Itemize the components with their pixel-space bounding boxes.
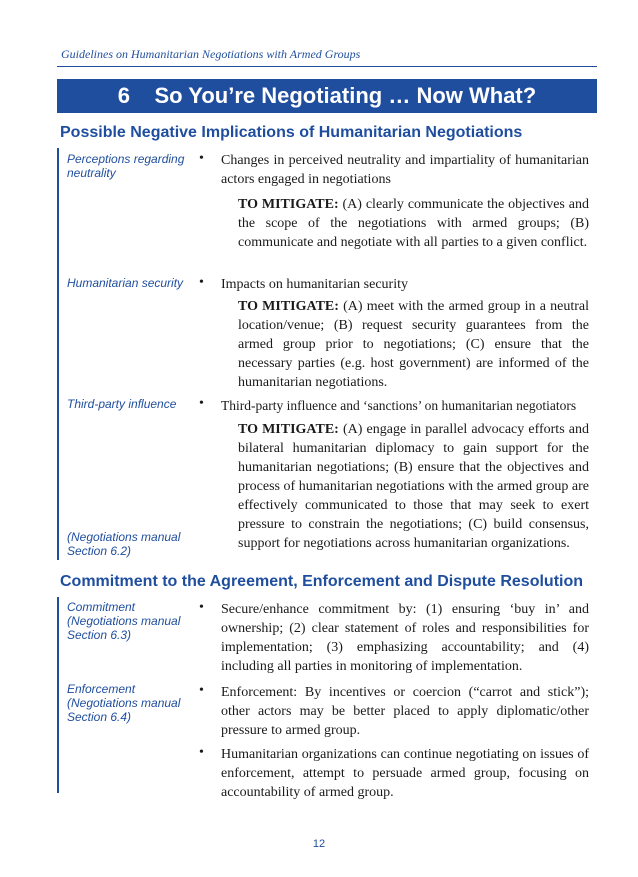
- bullet-text: Impacts on humanitarian security: [221, 277, 408, 292]
- bullet-marker: •: [199, 745, 204, 760]
- bullet-marker: •: [199, 396, 204, 411]
- chapter-title: 6 So You’re Negotiating … Now What?: [117, 83, 537, 108]
- mitigation-paragraph: [238, 297, 589, 392]
- bullet-text: Third-party influence and ‘sanctions’ on humanitarian negotiators: [221, 398, 577, 413]
- sidebar-label-third-party: Third-party influence: [67, 397, 177, 411]
- sidebar-label-enforcement: Enforcement (Negotiations manual Section 6.4): [67, 682, 181, 724]
- mitigate-text: (A) engage in parallel advocacy efforts and bilateral humanitarian diplomacy to gain support for the humanitarian negotiations; (B) ensure that the objectives and process of humanitarian negotiations with the armed group are effectively communicated to those that may seek to exert pressure to constrain the negotiations; (C) build consensus, support for negotiations across humanitarian organizations.: [238, 422, 589, 551]
- bullet-text: Humanitarian organizations can continue negotiating on issues of enforcement, attempt to persuade armed group, focusing on accountability of armed group.: [221, 747, 589, 800]
- bullet-marker: •: [199, 275, 204, 290]
- bullet-text: Enforcement: By incentives or coercion (“carrot and stick”); other actors may be better placed to apply diplomatic/other pressure to armed group.: [221, 685, 589, 738]
- mitigate-text: (A) clearly communicate the objectives and the scope of the negotiations with armed groups; (B) communicate and negotiate with all parties to a given conflict.: [238, 197, 589, 250]
- header-divider: [57, 66, 597, 67]
- page-number: 12: [312, 838, 326, 850]
- bullet-text: Changes in perceived neutrality and impartiality of humanitarian actors engaged in negotiations: [221, 153, 589, 187]
- sidebar-label-manual-ref: (Negotiations manual Section 6.2): [67, 530, 181, 558]
- section-heading-implications: Possible Negative Implications of Humanitarian Negotiations: [60, 124, 523, 141]
- mitigate-label: TO MITIGATE:: [238, 197, 339, 212]
- mitigation-paragraph: [238, 420, 589, 553]
- chapter-banner: [57, 79, 597, 113]
- sidebar-label-security: Humanitarian security: [67, 276, 184, 290]
- bullet-marker: •: [199, 600, 204, 615]
- mitigate-label: TO MITIGATE:: [238, 422, 339, 437]
- mitigation-paragraph: [238, 195, 589, 252]
- sidebar-rule: [57, 148, 59, 560]
- mitigate-label: TO MITIGATE:: [238, 299, 339, 314]
- sidebar-rule: [57, 597, 59, 793]
- sidebar-label-perceptions: Perceptions regarding neutrality: [67, 152, 185, 180]
- running-header: Guidelines on Humanitarian Negotiations with Armed Groups: [61, 47, 361, 61]
- bullet-marker: •: [199, 683, 204, 698]
- bullet-text: Secure/enhance commitment by: (1) ensuring ‘buy in’ and ownership; (2) clear statement of roles and responsibilities for implementation; (3) emphasizing accountability; and (4) including all parties in monitoring of implementation.: [221, 602, 589, 674]
- section-heading-commitment: Commitment to the Agreement, Enforcement and Dispute Resolution: [60, 573, 584, 590]
- mitigate-text: (A) meet with the armed group in a neutral location/venue; (B) request security guarantees from the armed group prior to negotiations; (C) ensure that the necessary parties (e.g. host government) are informed of the humanitarian negotiations.: [238, 299, 590, 390]
- sidebar-label-commitment: Commitment (Negotiations manual Section 6.3): [67, 600, 181, 642]
- bullet-marker: •: [199, 151, 204, 166]
